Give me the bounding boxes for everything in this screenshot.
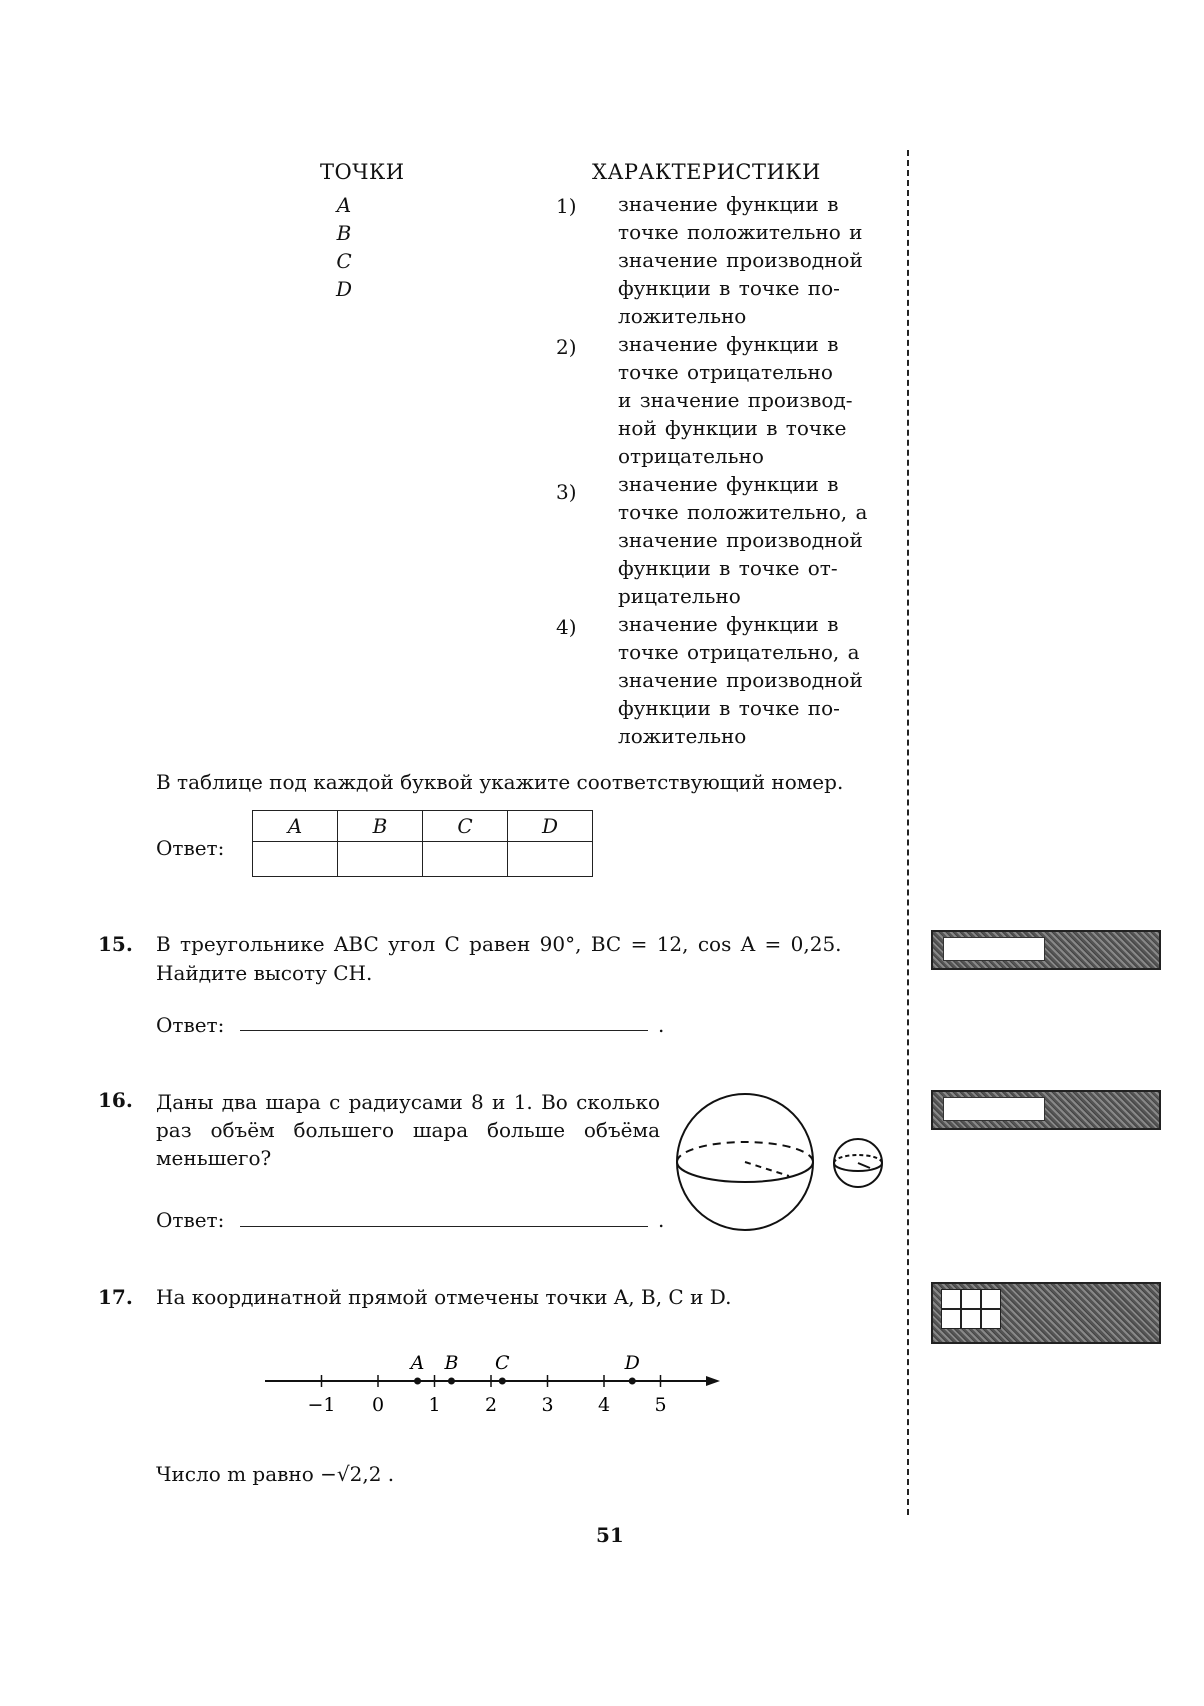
point-a-dot xyxy=(414,1378,421,1385)
characteristic-3-text: значение функции в точке положительно, а значение производной функции в точке от- рицательно xyxy=(618,472,868,608)
answer-label-15: Ответ: xyxy=(156,1013,225,1037)
task-16-text: Даны два шара с радиусами 8 и 1. Во сколько раз объём большего шара больше объёма меньшего? xyxy=(156,1090,660,1170)
task-15-number: 15. xyxy=(98,932,133,956)
characteristic-1-text: значение функции в точке положительно и значение производной функции в точке по- ложительно xyxy=(618,192,863,328)
answer-table-header-c: C xyxy=(423,811,508,842)
answer-table-header-d: D xyxy=(508,811,593,842)
tick-label: −1 xyxy=(307,1394,336,1416)
answer-label-14: Ответ: xyxy=(156,836,225,860)
tick-label: 2 xyxy=(484,1394,498,1416)
point-c-dot xyxy=(499,1378,506,1385)
table-instruction: В таблице под каждой буквой укажите соответствующий номер. xyxy=(156,770,844,794)
large-sphere xyxy=(677,1094,813,1230)
answer-line-16[interactable] xyxy=(240,1226,648,1227)
tick-label: 3 xyxy=(541,1394,554,1416)
answer-line-15[interactable] xyxy=(240,1030,648,1031)
task-17-text: На координатной прямой отмечены точки A, B, C и D. xyxy=(156,1285,732,1309)
answer-table-header-a: A xyxy=(253,811,338,842)
tick-label: 5 xyxy=(654,1394,667,1416)
tick-label: 1 xyxy=(428,1394,441,1416)
number-line xyxy=(260,1345,730,1420)
characteristic-4-text: значение функции в точке отрицательно, а значение производной функции в точке по- ложительно xyxy=(618,612,863,748)
spheres-figure xyxy=(665,1080,895,1250)
answer-table-header-b: B xyxy=(338,811,423,842)
characteristic-1-number: 1) xyxy=(556,194,577,218)
tick-label: 0 xyxy=(371,1394,385,1416)
tick-label: 4 xyxy=(597,1394,611,1416)
answer-period-15: . xyxy=(658,1013,665,1037)
point-c-label: C xyxy=(336,249,352,273)
point-b-dot xyxy=(448,1378,455,1385)
characteristic-4-number: 4) xyxy=(556,615,577,639)
answer-period-16: . xyxy=(658,1208,665,1232)
point-c-label: C xyxy=(495,1352,510,1374)
cut-line xyxy=(907,150,909,1515)
scan-box-16-field xyxy=(943,1097,1045,1121)
scan-box-17 xyxy=(931,1282,1161,1344)
characteristic-2-text: значение функции в точке отрицательно и значение производ- ной функции в точке отрицательно xyxy=(618,332,853,468)
point-d-label: D xyxy=(624,1352,640,1374)
task-15-text-line1: В треугольнике ABC угол C равен 90°, BC = 12, cos A = 0,25. xyxy=(156,932,842,956)
task-17-number: 17. xyxy=(98,1285,133,1309)
point-a-label: A xyxy=(336,193,352,217)
points-header: ТОЧКИ xyxy=(320,160,405,184)
task-15-text-line2: Найдите высоту CH. xyxy=(156,961,373,985)
scan-box-17-grid xyxy=(941,1289,1001,1329)
point-d-label: D xyxy=(335,277,353,301)
scan-box-15-field xyxy=(943,937,1045,961)
scan-box-16 xyxy=(931,1090,1161,1130)
point-a-label: A xyxy=(410,1352,425,1374)
point-d-dot xyxy=(629,1378,636,1385)
answer-cell-b[interactable] xyxy=(338,842,423,877)
characteristic-2-number: 2) xyxy=(556,335,577,359)
characteristic-3-number: 3) xyxy=(556,480,577,504)
answer-label-16: Ответ: xyxy=(156,1208,225,1232)
page-number: 51 xyxy=(596,1523,624,1547)
characteristics-header: ХАРАКТЕРИСТИКИ xyxy=(592,160,821,184)
m-value-text: Число m равно −√2,2 . xyxy=(156,1462,395,1486)
number-line-arrow-icon xyxy=(706,1376,720,1386)
answer-cell-a[interactable] xyxy=(253,842,338,877)
answer-cell-d[interactable] xyxy=(508,842,593,877)
answer-cell-c[interactable] xyxy=(423,842,508,877)
answer-table xyxy=(252,810,593,877)
point-b-label: B xyxy=(444,1352,459,1374)
task-16-number: 16. xyxy=(98,1088,133,1112)
point-b-label: B xyxy=(336,221,352,245)
small-sphere xyxy=(834,1139,882,1187)
scan-box-15 xyxy=(931,930,1161,970)
